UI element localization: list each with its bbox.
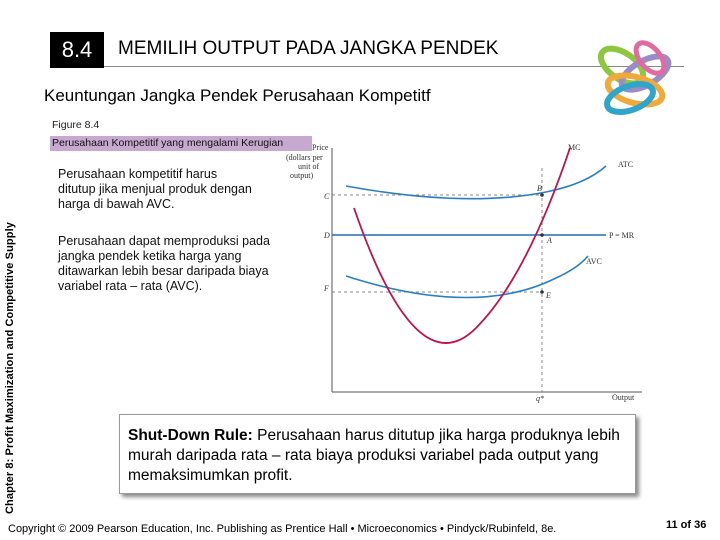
- rings-logo: [590, 28, 680, 128]
- point-a-label: A: [547, 236, 552, 245]
- y-axis-label-3: unit of: [298, 162, 320, 171]
- paragraph-produce: Perusahaan dapat memproduksi pada jangka pendek ketika harga yang ditawarkan lebih besar daripada biaya variabel rata – rata (AVC).: [58, 234, 270, 293]
- figure-title: Perusahaan Kompetitif yang mengalami Kerugian: [50, 136, 312, 151]
- shutdown-rule-heading: Shut-Down Rule:: [128, 427, 253, 444]
- mc-curve: [354, 148, 570, 343]
- cost-curves-graph: [286, 138, 646, 403]
- shutdown-rule-text: Perusahaan harus ditutup jika harga produknya lebih murah daripada rata – rata biaya produksi variabel pada output yang memaksimumkan profit.: [128, 427, 620, 484]
- y-axis-label-1: Price: [312, 143, 329, 152]
- chapter-sidebar-label: Chapter 8: Profit Maximization and Competitive Supply: [4, 222, 16, 514]
- atc-label: ATC: [618, 160, 634, 169]
- q-star-label: q*: [536, 394, 544, 403]
- point-e-marker: [540, 290, 544, 294]
- shutdown-rule-box: [119, 414, 636, 494]
- paragraph-shutdown: Perusahaan kompetitif harus ditutup jika menjual produk dengan harga di bawah AVC.: [58, 167, 252, 211]
- avc-label: AVC: [586, 257, 602, 266]
- label-f: F: [324, 284, 329, 293]
- atc-curve: [346, 166, 606, 199]
- figure-label: Figure 8.4: [52, 119, 100, 131]
- page-number: 11 of 36: [666, 519, 707, 531]
- point-e-label: E: [546, 291, 551, 300]
- point-a-marker: [540, 233, 544, 237]
- section-number: 8.4: [50, 32, 104, 68]
- label-d: D: [324, 231, 330, 240]
- pmr-label: P = MR: [609, 231, 635, 240]
- point-b-label: B: [537, 184, 542, 193]
- footer-copyright: Copyright © 2009 Pearson Education, Inc. Publishing as Prentice Hall • Microeconomics • Pindyck/Rubinfeld, 8e.: [8, 523, 557, 535]
- section-title: MEMILIH OUTPUT PADA JANGKA PENDEK: [118, 38, 499, 59]
- label-c: C: [324, 192, 330, 201]
- y-axis-label-4: output): [290, 171, 314, 180]
- point-b-marker: [540, 193, 544, 197]
- slide-subtitle: Keuntungan Jangka Pendek Perusahaan Kompetitf: [44, 86, 431, 105]
- y-axis-label-2: (dollars per: [286, 153, 323, 162]
- x-axis-label: Output: [612, 393, 635, 402]
- mc-label: MC: [568, 143, 581, 152]
